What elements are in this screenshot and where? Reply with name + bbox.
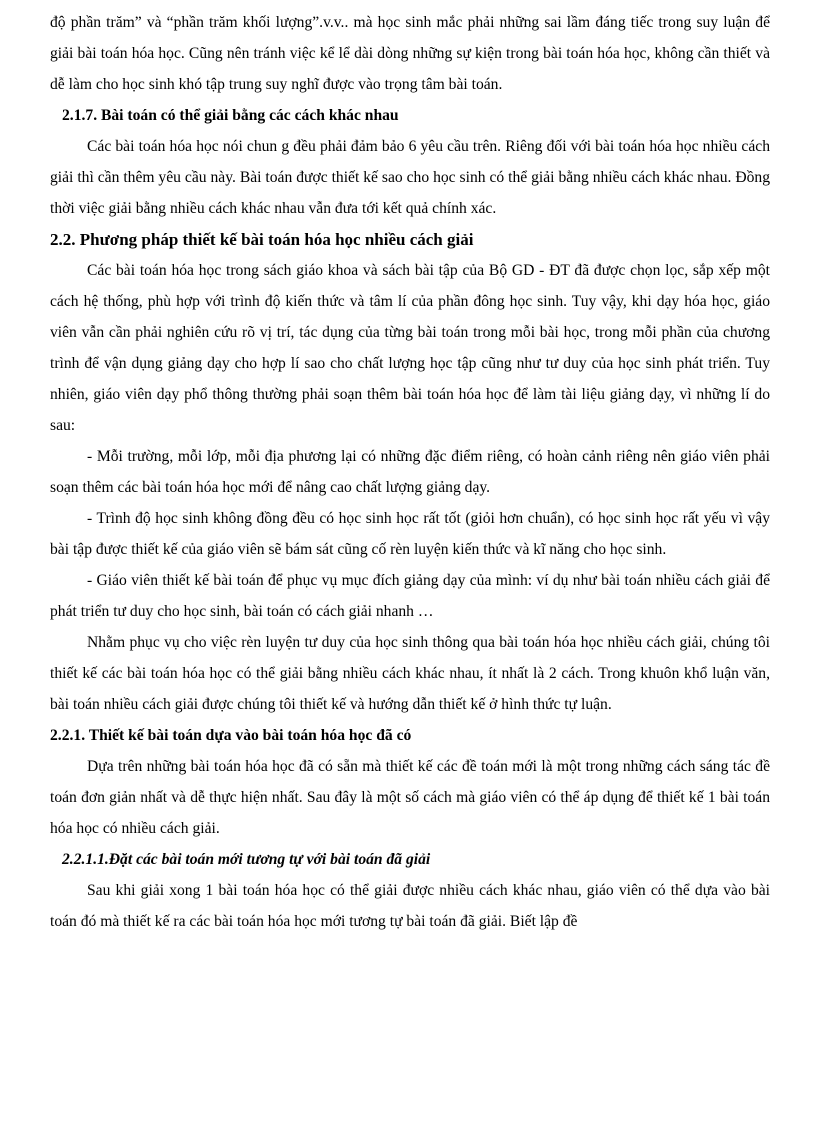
paragraph-2-2: Các bài toán hóa học trong sách giáo khoa và sách bài tập của Bộ GD - ĐT đã được chọn lọc, sắp xếp một cách hệ thống, phù hợp với trình độ kiến thức và tâm lí của phần đông học sinh. Tuy vậy, khi dạy hóa học, giáo viên vẫn cần phải nghiên cứu rõ vị trí, tác dụng của từng bài toán trong mỗi bài học, trong mỗi phần của chương trình để vận dụng giảng dạy cho hợp lí sao cho chất lượng học tập cũng như tư duy của học sinh phát triển. Tuy nhiên, giáo viên dạy phổ thông thường phải soạn thêm bài toán hóa học để làm tài liệu giảng dạy, vì những lí do sau: xyxy=(50,262,770,434)
paragraph-2-2-1-1: Sau khi giải xong 1 bài toán hóa học có thể giải được nhiều cách khác nhau, giáo viên có thể dựa vào bài toán đó mà thiết kế ra các bài toán hóa học mới tương tự bài toán đã giải. Biết lập đề xyxy=(50,882,770,930)
paragraph-purpose: Nhằm phục vụ cho việc rèn luyện tư duy của học sinh thông qua bài toán hóa học nhiều cách giải, chúng tôi thiết kế các bài toán hóa học có thể giải bằng nhiều cách khác nhau, ít nhất là 2 cách. Trong khuôn khổ luận văn, bài toán nhiều cách giải được chúng tôi thiết kế và hướng dẫn thiết kế ở hình thức tự luận. xyxy=(50,634,770,713)
heading-2-1-7: 2.1.7. Bài toán có thể giải bằng các cách khác nhau xyxy=(62,107,399,124)
bullet-item-1: - Mỗi trường, mỗi lớp, mỗi địa phương lại có những đặc điểm riêng, có hoàn cảnh riêng nên giáo viên phải soạn thêm các bài toán hóa học mới để nâng cao chất lượng giảng dạy. xyxy=(50,448,770,496)
bullet-item-2: - Trình độ học sinh không đồng đều có học sinh học rất tốt (giỏi hơn chuẩn), có học sinh học rất yếu vì vậy bài tập được thiết kế của giáo viên sẽ bám sát cũng cố rèn luyện kiến thức và kĩ năng cho học sinh. xyxy=(50,510,770,558)
paragraph-2-2-1: Dựa trên những bài toán hóa học đã có sẵn mà thiết kế các đề toán mới là một trong những cách sáng tác đề toán đơn giản nhất và dễ thực hiện nhất. Sau đây là một số cách mà giáo viên có thể áp dụng để thiết kế 1 bài toán hóa học có nhiều cách giải. xyxy=(50,758,770,837)
heading-2-2-1-1: 2.2.1.1.Đặt các bài toán mới tương tự với bài toán đã giải xyxy=(62,851,431,868)
heading-2-2-1: 2.2.1. Thiết kế bài toán dựa vào bài toán hóa học đã có xyxy=(50,727,412,744)
paragraph-2-1-7: Các bài toán hóa học nói chun g đều phải đảm bảo 6 yêu cầu trên. Riêng đối với bài toán hóa học nhiều cách giải thì cần thêm yêu cầu này. Bài toán được thiết kế sao cho học sinh có thể giải bằng nhiều cách khác nhau. Đồng thời việc giải bằng nhiều cách khác nhau vẫn đưa tới kết quả chính xác. xyxy=(50,138,770,217)
paragraph-intro: độ phần trăm” và “phần trăm khối lượng”.v.v.. mà học sinh mắc phải những sai lầm đáng tiếc trong suy luận để giải bài toán hóa học. Cũng nên tránh việc kể lể dài dòng những sự kiện trong bài toán hóa học, không cần thiết và dễ làm cho học sinh khó tập trung suy nghĩ được vào trọng tâm bài toán. xyxy=(50,14,770,93)
bullet-item-3: - Giáo viên thiết kế bài toán để phục vụ mục đích giảng dạy của mình: ví dụ như bài toán nhiều cách giải để phát triển tư duy cho học sinh, bài toán có cách giải nhanh … xyxy=(50,572,770,620)
heading-2-2: 2.2. Phương pháp thiết kế bài toán hóa học nhiều cách giải xyxy=(50,230,474,249)
document-page xyxy=(50,0,770,937)
